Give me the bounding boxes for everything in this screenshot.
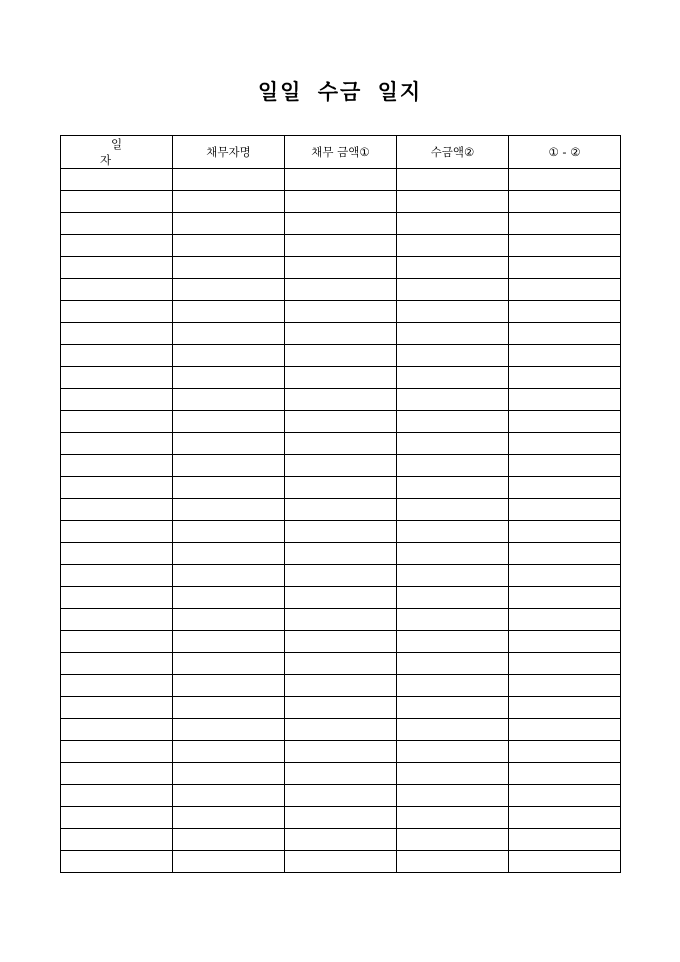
table-row — [61, 565, 621, 587]
difference-cell — [509, 829, 621, 851]
debt-amount-cell — [285, 807, 397, 829]
debtor-name-cell — [173, 851, 285, 873]
debtor-name-cell — [173, 741, 285, 763]
table-row — [61, 257, 621, 279]
difference-cell — [509, 543, 621, 565]
date-cell — [61, 763, 173, 785]
difference-cell — [509, 499, 621, 521]
collected-amount-cell — [397, 543, 509, 565]
collected-amount-cell — [397, 191, 509, 213]
collected-amount-cell — [397, 301, 509, 323]
collected-amount-cell — [397, 697, 509, 719]
debtor-name-cell — [173, 191, 285, 213]
debt-amount-cell — [285, 653, 397, 675]
collected-amount-cell — [397, 477, 509, 499]
difference-cell — [509, 191, 621, 213]
date-cell — [61, 433, 173, 455]
collected-amount-cell — [397, 279, 509, 301]
date-cell — [61, 279, 173, 301]
date-cell — [61, 169, 173, 191]
debtor-name-cell — [173, 653, 285, 675]
table-row — [61, 763, 621, 785]
difference-cell — [509, 763, 621, 785]
difference-cell — [509, 323, 621, 345]
collected-amount-cell — [397, 807, 509, 829]
debtor-name-cell — [173, 235, 285, 257]
debt-amount-cell — [285, 829, 397, 851]
table-row — [61, 323, 621, 345]
collected-amount-cell — [397, 345, 509, 367]
debt-amount-cell — [285, 719, 397, 741]
table-row — [61, 653, 621, 675]
date-cell — [61, 323, 173, 345]
table-row — [61, 367, 621, 389]
date-cell — [61, 389, 173, 411]
debt-amount-cell — [285, 763, 397, 785]
difference-cell — [509, 565, 621, 587]
date-cell — [61, 631, 173, 653]
debtor-name-cell — [173, 609, 285, 631]
difference-cell — [509, 477, 621, 499]
difference-cell — [509, 301, 621, 323]
date-cell — [61, 477, 173, 499]
debt-amount-cell — [285, 785, 397, 807]
date-cell — [61, 653, 173, 675]
debtor-name-cell — [173, 807, 285, 829]
debt-amount-cell — [285, 279, 397, 301]
table-row — [61, 851, 621, 873]
collected-amount-cell — [397, 565, 509, 587]
difference-cell — [509, 609, 621, 631]
date-cell — [61, 565, 173, 587]
debt-amount-cell — [285, 565, 397, 587]
debtor-name-cell — [173, 763, 285, 785]
debtor-name-cell — [173, 719, 285, 741]
debtor-name-cell — [173, 345, 285, 367]
difference-cell — [509, 367, 621, 389]
difference-cell — [509, 345, 621, 367]
debt-amount-cell — [285, 213, 397, 235]
debt-amount-cell — [285, 741, 397, 763]
difference-cell — [509, 587, 621, 609]
debt-amount-cell — [285, 367, 397, 389]
difference-cell — [509, 675, 621, 697]
date-cell — [61, 411, 173, 433]
difference-cell — [509, 719, 621, 741]
date-cell — [61, 675, 173, 697]
debt-amount-cell — [285, 477, 397, 499]
date-cell — [61, 697, 173, 719]
table-row — [61, 675, 621, 697]
table-row — [61, 587, 621, 609]
collected-amount-cell — [397, 235, 509, 257]
date-cell — [61, 719, 173, 741]
difference-cell — [509, 257, 621, 279]
table-row — [61, 521, 621, 543]
debtor-name-cell — [173, 213, 285, 235]
debtor-name-cell — [173, 521, 285, 543]
table-row — [61, 411, 621, 433]
date-cell — [61, 499, 173, 521]
difference-cell — [509, 389, 621, 411]
debt-amount-cell — [285, 301, 397, 323]
debtor-name-cell — [173, 477, 285, 499]
debt-amount-cell — [285, 851, 397, 873]
date-cell — [61, 213, 173, 235]
collected-amount-cell — [397, 829, 509, 851]
table-row — [61, 433, 621, 455]
debt-amount-cell — [285, 323, 397, 345]
debt-amount-cell — [285, 235, 397, 257]
table-row — [61, 829, 621, 851]
table-row — [61, 609, 621, 631]
collected-amount-cell — [397, 719, 509, 741]
debtor-name-cell — [173, 367, 285, 389]
date-cell — [61, 191, 173, 213]
table-row — [61, 631, 621, 653]
collected-amount-cell — [397, 433, 509, 455]
collected-amount-cell — [397, 455, 509, 477]
debtor-name-cell — [173, 697, 285, 719]
date-cell — [61, 741, 173, 763]
debt-amount-cell — [285, 697, 397, 719]
table-row — [61, 191, 621, 213]
collected-amount-cell — [397, 389, 509, 411]
collected-amount-cell — [397, 587, 509, 609]
difference-cell — [509, 411, 621, 433]
collected-amount-cell — [397, 257, 509, 279]
debt-amount-cell — [285, 609, 397, 631]
collected-amount-cell — [397, 851, 509, 873]
table-row — [61, 301, 621, 323]
table-row — [61, 741, 621, 763]
collected-amount-cell — [397, 763, 509, 785]
table-row — [61, 279, 621, 301]
date-cell — [61, 829, 173, 851]
collected-amount-cell — [397, 631, 509, 653]
difference-cell — [509, 279, 621, 301]
difference-cell — [509, 851, 621, 873]
table-row — [61, 213, 621, 235]
collected-amount-cell — [397, 785, 509, 807]
header-collected-amount: 수금액② — [397, 136, 509, 169]
collected-amount-cell — [397, 741, 509, 763]
debtor-name-cell — [173, 455, 285, 477]
date-cell — [61, 807, 173, 829]
debtor-name-cell — [173, 169, 285, 191]
table-row — [61, 477, 621, 499]
debt-amount-cell — [285, 631, 397, 653]
collected-amount-cell — [397, 323, 509, 345]
difference-cell — [509, 433, 621, 455]
collected-amount-cell — [397, 499, 509, 521]
difference-cell — [509, 521, 621, 543]
debtor-name-cell — [173, 389, 285, 411]
collected-amount-cell — [397, 411, 509, 433]
debt-amount-cell — [285, 389, 397, 411]
table-row — [61, 345, 621, 367]
table-header-row — [61, 136, 621, 169]
table-row — [61, 455, 621, 477]
debt-amount-cell — [285, 191, 397, 213]
table-row — [61, 719, 621, 741]
debtor-name-cell — [173, 543, 285, 565]
date-cell — [61, 235, 173, 257]
debt-amount-cell — [285, 455, 397, 477]
collection-log-table — [60, 135, 621, 873]
debtor-name-cell — [173, 411, 285, 433]
collected-amount-cell — [397, 653, 509, 675]
debtor-name-cell — [173, 499, 285, 521]
difference-cell — [509, 785, 621, 807]
collected-amount-cell — [397, 169, 509, 191]
header-debtor-name: 채무자명 — [173, 136, 285, 169]
header-debt-amount: 채무 금액① — [285, 136, 397, 169]
document-title: 일일 수금 일지 — [257, 79, 423, 104]
debt-amount-cell — [285, 543, 397, 565]
debtor-name-cell — [173, 565, 285, 587]
difference-cell — [509, 169, 621, 191]
date-cell — [61, 345, 173, 367]
debtor-name-cell — [173, 257, 285, 279]
table-row — [61, 499, 621, 521]
difference-cell — [509, 631, 621, 653]
debtor-name-cell — [173, 279, 285, 301]
debtor-name-cell — [173, 323, 285, 345]
difference-cell — [509, 807, 621, 829]
date-cell — [61, 521, 173, 543]
debt-amount-cell — [285, 257, 397, 279]
collected-amount-cell — [397, 609, 509, 631]
table-row — [61, 235, 621, 257]
difference-cell — [509, 653, 621, 675]
table-row — [61, 543, 621, 565]
table-row — [61, 697, 621, 719]
difference-cell — [509, 455, 621, 477]
table-row — [61, 807, 621, 829]
date-cell — [61, 301, 173, 323]
difference-cell — [509, 697, 621, 719]
debt-amount-cell — [285, 411, 397, 433]
collected-amount-cell — [397, 213, 509, 235]
debtor-name-cell — [173, 785, 285, 807]
collected-amount-cell — [397, 521, 509, 543]
debt-amount-cell — [285, 675, 397, 697]
date-cell — [61, 785, 173, 807]
difference-cell — [509, 741, 621, 763]
date-cell — [61, 367, 173, 389]
date-cell — [61, 257, 173, 279]
table-row — [61, 169, 621, 191]
table-row — [61, 389, 621, 411]
date-cell — [61, 543, 173, 565]
debt-amount-cell — [285, 433, 397, 455]
debtor-name-cell — [173, 587, 285, 609]
debtor-name-cell — [173, 433, 285, 455]
collected-amount-cell — [397, 367, 509, 389]
header-date: 일 자 — [61, 136, 173, 169]
debt-amount-cell — [285, 169, 397, 191]
debt-amount-cell — [285, 521, 397, 543]
table-row — [61, 785, 621, 807]
date-cell — [61, 609, 173, 631]
table-body — [61, 169, 621, 873]
date-cell — [61, 455, 173, 477]
header-difference: ① - ② — [509, 136, 621, 169]
date-cell — [61, 851, 173, 873]
debt-amount-cell — [285, 587, 397, 609]
debtor-name-cell — [173, 301, 285, 323]
debtor-name-cell — [173, 675, 285, 697]
debt-amount-cell — [285, 499, 397, 521]
difference-cell — [509, 213, 621, 235]
debtor-name-cell — [173, 631, 285, 653]
difference-cell — [509, 235, 621, 257]
debtor-name-cell — [173, 829, 285, 851]
debt-amount-cell — [285, 345, 397, 367]
collected-amount-cell — [397, 675, 509, 697]
date-cell — [61, 587, 173, 609]
